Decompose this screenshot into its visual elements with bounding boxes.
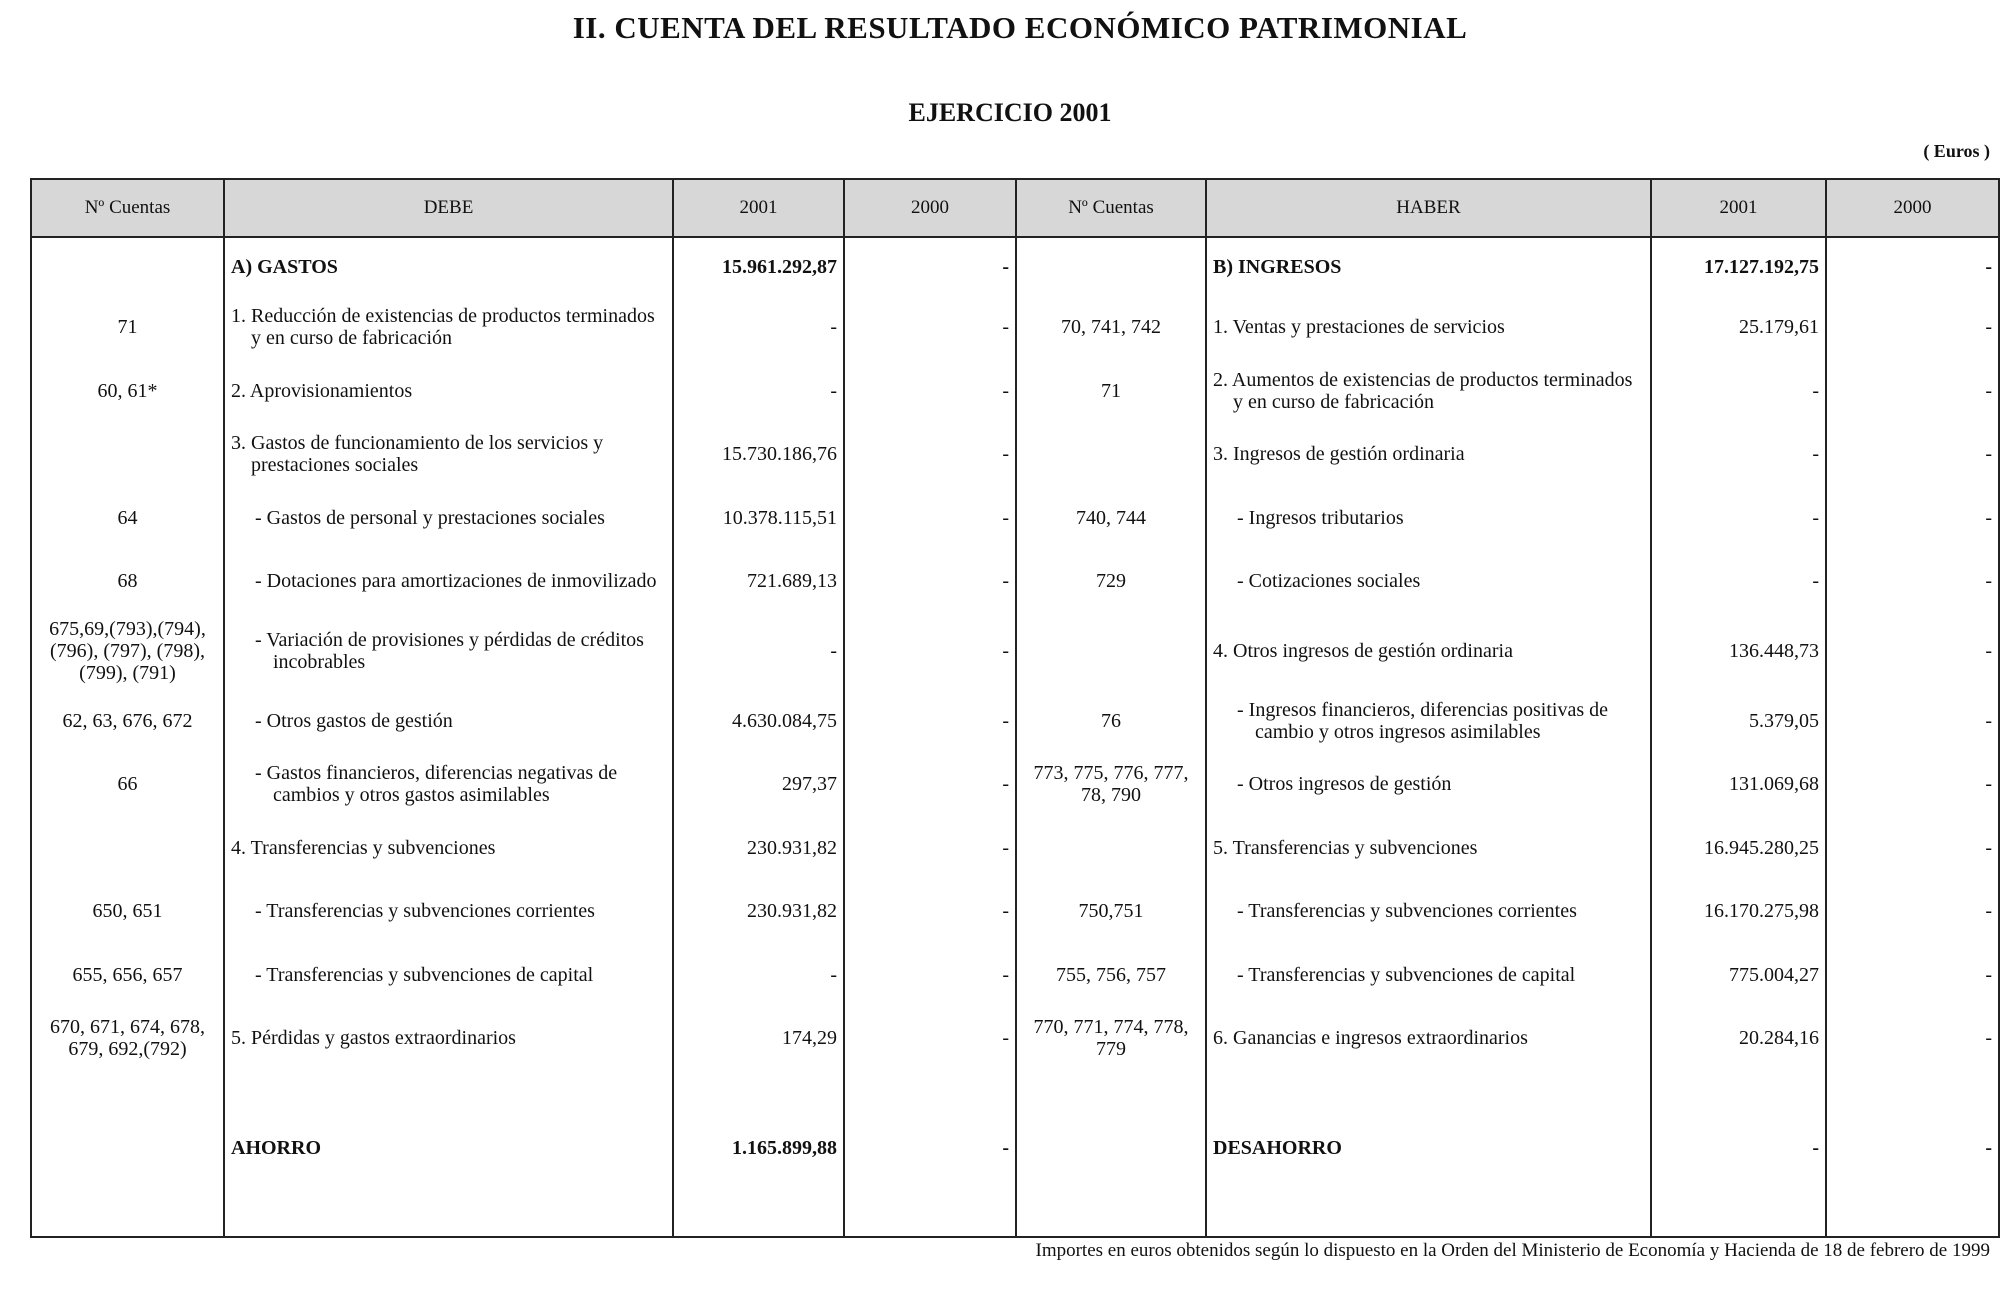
table-row — [31, 295, 1999, 359]
debe-concept-cell — [224, 486, 673, 550]
header-right-2000: 2000 — [1826, 179, 1999, 237]
haber-concept-cell — [1206, 943, 1651, 1007]
haber-concept-cell — [1206, 486, 1651, 550]
haber-2000-cell: - — [1826, 237, 1999, 295]
debe-concept-text: - Gastos de personal y prestaciones sociales — [255, 506, 605, 529]
debe-2001-cell: 15.730.186,76 — [673, 422, 844, 486]
haber-2001-cell: - — [1651, 422, 1826, 486]
debe-concept-text: - Transferencias y subvenciones de capital — [255, 963, 594, 986]
left-account-cell — [31, 422, 224, 486]
haber-concept-cell — [1206, 359, 1651, 423]
left-account-cell: 650, 651 — [31, 879, 224, 943]
debe-2001-cell: - — [673, 295, 844, 359]
haber-concept-text: 3. Ingresos de gestión ordinaria — [1213, 443, 1465, 466]
header-right-accounts: Nº Cuentas — [1016, 179, 1206, 237]
debe-2001-cell: 230.931,82 — [673, 879, 844, 943]
debe-concept-text: - Variación de provisiones y pérdidas de créditos incobrables — [255, 628, 644, 673]
haber-2000-cell: - — [1826, 422, 1999, 486]
haber-concept-text: - Otros ingresos de gestión — [1237, 773, 1452, 796]
left-account-cell: 62, 63, 676, 672 — [31, 689, 224, 753]
debe-2000-cell: - — [844, 1006, 1016, 1070]
right-account-cell — [1016, 613, 1206, 689]
debe-concept-cell — [224, 422, 673, 486]
haber-concept-text: - Ingresos tributarios — [1237, 506, 1404, 529]
debe-2001-cell: - — [673, 943, 844, 1007]
header-debe: DEBE — [224, 179, 673, 237]
header-left-2001: 2001 — [673, 179, 844, 237]
document-title: II. CUENTA DEL RESULTADO ECONÓMICO PATRIMONIAL — [572, 10, 1468, 45]
left-account-cell: 64 — [31, 486, 224, 550]
haber-concept-cell — [1206, 752, 1651, 816]
header-left-accounts: Nº Cuentas — [31, 179, 224, 237]
haber-2000-cell: - — [1826, 879, 1999, 943]
debe-2000-cell: - — [844, 943, 1016, 1007]
haber-concept-text: 2. Aumentos de existencias de productos terminados y en curso de fabricación — [1213, 368, 1633, 413]
haber-2001-cell: - — [1651, 486, 1826, 550]
haber-concept-cell — [1206, 295, 1651, 359]
haber-2000-cell: - — [1826, 295, 1999, 359]
debe-concept-cell — [224, 359, 673, 423]
right-account-cell — [1016, 422, 1206, 486]
haber-2001-cell: 5.379,05 — [1651, 689, 1826, 753]
haber-concept-text: 5. Transferencias y subvenciones — [1213, 836, 1478, 859]
haber-2000-cell: - — [1826, 689, 1999, 753]
debe-concept-text: - Gastos financieros, diferencias negativas de cambios y otros gastos asimilables — [255, 762, 618, 807]
table-row — [31, 816, 1999, 880]
haber-concept-text: - Transferencias y subvenciones corrientes — [1237, 900, 1577, 923]
haber-2001-cell: 16.170.275,98 — [1651, 879, 1826, 943]
debe-2000-cell: - — [844, 752, 1016, 816]
debe-concept-text: - Dotaciones para amortizaciones de inmovilizado — [255, 570, 657, 593]
debe-2000-cell: - — [844, 422, 1016, 486]
footnote: Importes en euros obtenidos según lo dispuesto en la Orden del Ministerio de Economía y Hacienda de 18 de febrero de 1999 — [1035, 1240, 1990, 1261]
table-row — [31, 1006, 1999, 1070]
debe-2000-cell: - — [844, 613, 1016, 689]
haber-concept-text: 4. Otros ingresos de gestión ordinaria — [1213, 639, 1513, 662]
debe-concept-text: 1. Reducción de existencias de productos terminados y en curso de fabricación — [231, 305, 655, 350]
haber-2000-cell: - — [1826, 1006, 1999, 1070]
haber-2001-cell: 136.448,73 — [1651, 613, 1826, 689]
table-row — [31, 752, 1999, 816]
right-account-cell: 71 — [1016, 359, 1206, 423]
debe-2000-cell: - — [844, 295, 1016, 359]
debe-concept-cell — [224, 613, 673, 689]
header-haber: HABER — [1206, 179, 1651, 237]
haber-concept-cell — [1206, 689, 1651, 753]
desahorro-2001-value: - — [1651, 1127, 1826, 1237]
haber-concept-cell — [1206, 1006, 1651, 1070]
haber-concept-cell — [1206, 549, 1651, 613]
debe-2000-cell: - — [844, 816, 1016, 880]
haber-concept-text: 6. Ganancias e ingresos extraordinarios — [1213, 1027, 1528, 1050]
haber-concept-text: 1. Ventas y prestaciones de servicios — [1213, 316, 1505, 339]
right-account-cell — [1016, 1127, 1206, 1237]
left-account-cell — [31, 816, 224, 880]
haber-2001-cell: 20.284,16 — [1651, 1006, 1826, 1070]
right-account-cell: 755, 756, 757 — [1016, 943, 1206, 1007]
haber-concept-cell — [1206, 422, 1651, 486]
debe-2001-cell: - — [673, 359, 844, 423]
table-row — [31, 689, 1999, 753]
debe-2000-cell: - — [844, 359, 1016, 423]
debe-concept-text: 3. Gastos de funcionamiento de los servicios y prestaciones sociales — [231, 432, 604, 477]
haber-2000-cell: - — [1826, 486, 1999, 550]
table-row — [31, 486, 1999, 550]
right-account-cell: 729 — [1016, 549, 1206, 613]
left-account-cell: 60, 61* — [31, 359, 224, 423]
ahorro-label: AHORRO — [224, 1127, 673, 1237]
right-account-cell — [1016, 816, 1206, 880]
debe-concept-cell — [224, 943, 673, 1007]
left-account-cell — [31, 1127, 224, 1237]
header-right-2001: 2001 — [1651, 179, 1826, 237]
debe-2001-cell: 4.630.084,75 — [673, 689, 844, 753]
debe-2000-cell: - — [844, 237, 1016, 295]
haber-2001-cell: - — [1651, 359, 1826, 423]
right-account-cell: 76 — [1016, 689, 1206, 753]
debe-concept-cell — [224, 879, 673, 943]
left-account-cell: 66 — [31, 752, 224, 816]
desahorro-2000-value: - — [1826, 1127, 1999, 1237]
debe-concept-cell — [224, 549, 673, 613]
statement-table-frame — [30, 178, 1998, 1238]
table-row — [31, 549, 1999, 613]
header-left-2000: 2000 — [844, 179, 1016, 237]
debe-2001-cell: 174,29 — [673, 1006, 844, 1070]
haber-2001-cell: - — [1651, 549, 1826, 613]
left-account-cell: 655, 656, 657 — [31, 943, 224, 1007]
haber-2000-cell: - — [1826, 816, 1999, 880]
table-row — [31, 943, 1999, 1007]
table-row — [31, 359, 1999, 423]
debe-2000-cell: - — [844, 549, 1016, 613]
table-row — [31, 237, 1999, 295]
right-account-cell: 740, 744 — [1016, 486, 1206, 550]
haber-concept-text: - Cotizaciones sociales — [1237, 570, 1421, 593]
debe-2001-cell: 10.378.115,51 — [673, 486, 844, 550]
debe-concept-cell — [224, 1006, 673, 1070]
haber-concept-cell — [1206, 816, 1651, 880]
debe-2001-cell: 721.689,13 — [673, 549, 844, 613]
debe-2001-cell: 15.961.292,87 — [673, 237, 844, 295]
table-row-spacer — [31, 1070, 1999, 1127]
fiscal-year-heading: EJERCICIO 2001 — [908, 98, 1112, 127]
debe-concept-text: - Otros gastos de gestión — [255, 709, 453, 732]
debe-2001-cell: - — [673, 613, 844, 689]
right-account-cell: 770, 771, 774, 778, 779 — [1016, 1006, 1206, 1070]
debe-2001-cell: 230.931,82 — [673, 816, 844, 880]
table-row — [31, 422, 1999, 486]
debe-concept-text: 2. Aprovisionamientos — [231, 379, 413, 402]
debe-2000-cell: - — [844, 689, 1016, 753]
debe-concept-text: 5. Pérdidas y gastos extraordinarios — [231, 1027, 516, 1050]
left-account-cell: 675,69,(793),(794), (796), (797), (798), (799), (791) — [31, 613, 224, 689]
left-account-cell: 71 — [31, 295, 224, 359]
debe-2001-cell: 297,37 — [673, 752, 844, 816]
haber-2000-cell: - — [1826, 943, 1999, 1007]
ahorro-2001-value: 1.165.899,88 — [673, 1127, 844, 1237]
right-account-cell: 70, 741, 742 — [1016, 295, 1206, 359]
debe-2000-cell: - — [844, 486, 1016, 550]
haber-concept-text: - Ingresos financieros, diferencias positivas de cambio y otros ingresos asimilables — [1237, 698, 1608, 743]
haber-concept-cell — [1206, 613, 1651, 689]
debe-concept-text: 4. Transferencias y subvenciones — [231, 836, 496, 859]
haber-concept-cell: B) INGRESOS — [1206, 237, 1651, 295]
haber-2000-cell: - — [1826, 613, 1999, 689]
debe-2000-cell: - — [844, 879, 1016, 943]
right-account-cell: 750,751 — [1016, 879, 1206, 943]
left-account-cell: 670, 671, 674, 678, 679, 692,(792) — [31, 1006, 224, 1070]
table-row — [31, 613, 1999, 689]
header-row — [31, 179, 1999, 237]
haber-2000-cell: - — [1826, 549, 1999, 613]
debe-concept-cell — [224, 689, 673, 753]
debe-concept-cell — [224, 816, 673, 880]
debe-concept-text: - Transferencias y subvenciones corrientes — [255, 900, 595, 923]
debe-concept-cell: A) GASTOS — [224, 237, 673, 295]
table-row-result — [31, 1127, 1999, 1237]
haber-2001-cell: 775.004,27 — [1651, 943, 1826, 1007]
right-account-cell: 773, 775, 776, 777, 78, 790 — [1016, 752, 1206, 816]
debe-concept-cell — [224, 295, 673, 359]
debe-concept-cell — [224, 752, 673, 816]
right-account-cell — [1016, 237, 1206, 295]
haber-2001-cell: 16.945.280,25 — [1651, 816, 1826, 880]
haber-concept-text: - Transferencias y subvenciones de capital — [1237, 963, 1576, 986]
haber-2000-cell: - — [1826, 752, 1999, 816]
table-row — [31, 879, 1999, 943]
statement-table — [30, 178, 2000, 1238]
currency-units: ( Euros ) — [1923, 141, 1990, 161]
haber-2000-cell: - — [1826, 359, 1999, 423]
left-account-cell — [31, 237, 224, 295]
haber-concept-cell — [1206, 879, 1651, 943]
haber-2001-cell: 17.127.192,75 — [1651, 237, 1826, 295]
haber-2001-cell: 25.179,61 — [1651, 295, 1826, 359]
haber-2001-cell: 131.069,68 — [1651, 752, 1826, 816]
desahorro-label: DESAHORRO — [1206, 1127, 1651, 1237]
left-account-cell: 68 — [31, 549, 224, 613]
ahorro-2000-value: - — [844, 1127, 1016, 1237]
